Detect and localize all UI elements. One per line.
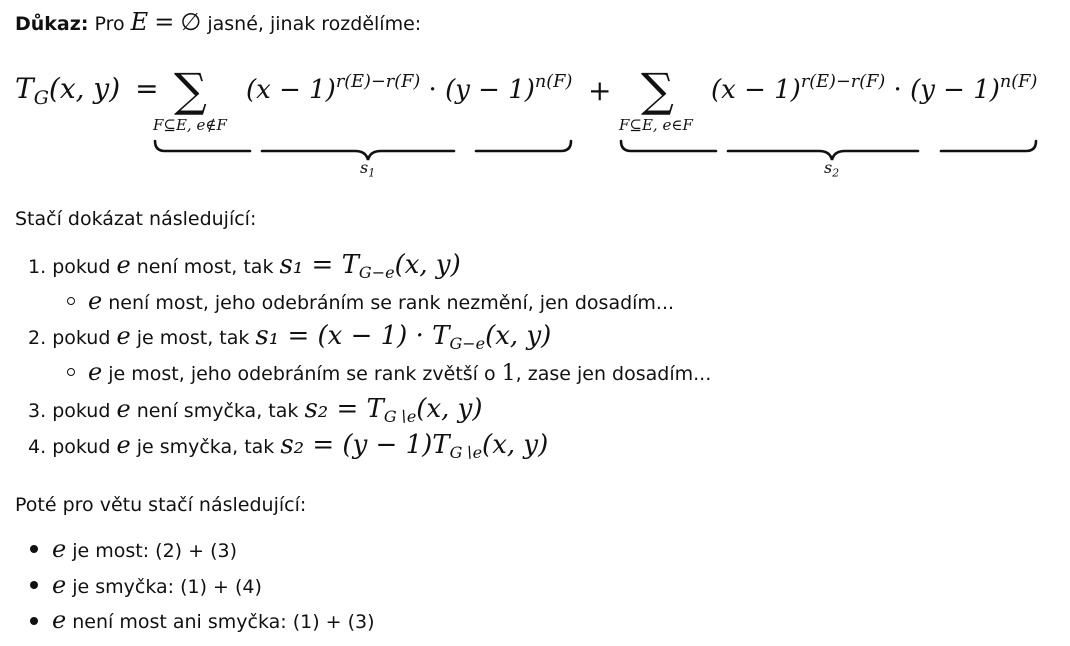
proof-label: Důkaz: [15, 13, 89, 35]
list-item: 4. pokud e je smyčka, tak $s_2 = (y - 1)T_{G∖e}(x$, y) [28, 430, 549, 463]
bullet-icon [30, 581, 38, 589]
set-e: E [130, 8, 149, 36]
bullet-icon [30, 545, 38, 553]
sum2-term: $(x - 1)^{r(E)-r(F)} \cdot (y - 1)^{n(F)}$ [711, 72, 1038, 105]
formula-lhs: $T_G(x$, y) = [15, 72, 159, 110]
list-item: e je smyčka: (1) + (4) [52, 571, 262, 599]
sum2-index: F⊆E, e∈F [619, 116, 693, 134]
sub-list-item: e je most, jeho odebráním se rank zvětší o 1, zase jen dosadím... [88, 358, 712, 386]
list-item: e je most: (2) + (3) [52, 535, 238, 563]
theorem-heading: Poté pro větu stačí následující: [15, 494, 307, 516]
sum1-term: $(x - 1)^{r(E)-r(F)} \cdot (y - 1)^{n(F)}$ [246, 72, 573, 105]
empty-set: ∅ [180, 8, 202, 36]
plus-sign: + [588, 74, 612, 107]
bullet-icon [30, 617, 38, 625]
sub-list-item: e není most, jeho odebráním se rank nezmění, jen dosadím... [88, 287, 675, 315]
sum1-index: F⊆E, e∉F [153, 116, 227, 134]
sum2-symbol: ∑ [641, 63, 674, 117]
underbraces [0, 0, 1070, 180]
hollow-bullet-icon [67, 368, 75, 376]
equals-sign: = [154, 8, 175, 36]
sum1-symbol: ∑ [174, 63, 207, 117]
list-item: 2. pokud e je most, tak $s_1 = (x - 1) \cdot T_{G-e}(x$, y) [28, 321, 552, 354]
brace2-label: $s_2$ [824, 158, 840, 180]
hollow-bullet-icon [67, 297, 75, 305]
proof-intro-pre: Pro [94, 13, 125, 35]
list-item: 1. pokud e není most, tak $s_1 = T_{G-e}(x$, y) [28, 250, 461, 283]
proof-intro-post: jasné, jinak rozdělíme: [207, 13, 422, 35]
suffices-heading: Stačí dokázat následující: [15, 208, 257, 230]
list-item: 3. pokud e není smyčka, tak $s_2 = T_{G∖e}(x$, y) [28, 394, 483, 427]
brace1-label: $s_1$ [360, 158, 376, 180]
list-item: e není most ani smyčka: (1) + (3) [52, 606, 375, 634]
